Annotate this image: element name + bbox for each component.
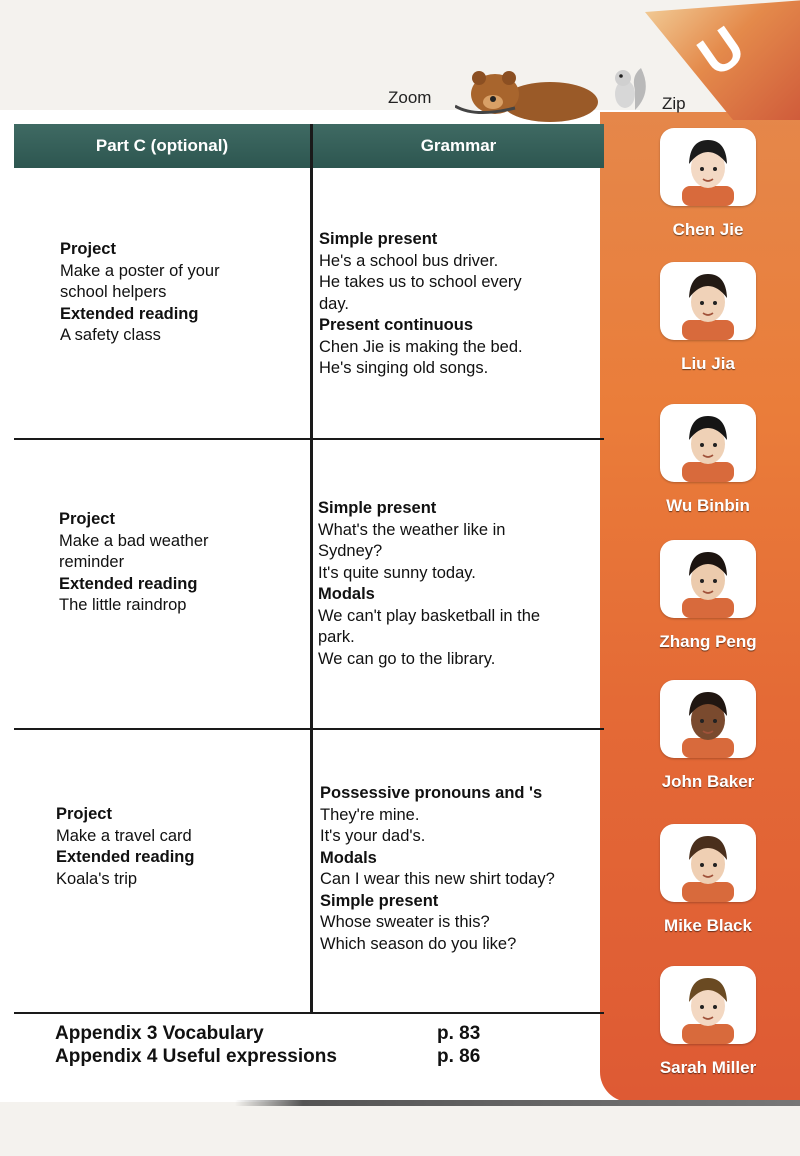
- cell-text-line: reminder: [59, 553, 125, 571]
- cell-text-line: He takes us to school every: [319, 273, 522, 291]
- row-divider: [14, 1012, 604, 1014]
- header-grammar: Grammar: [420, 136, 497, 155]
- cell-text-line: He's singing old songs.: [319, 359, 489, 377]
- cell-text-line: They're mine.: [320, 805, 420, 824]
- cell-text-line: park.: [318, 628, 355, 646]
- cell-text-line: It's your dad's.: [320, 827, 426, 845]
- row-1-part-c-cell: [60, 239, 220, 347]
- cell-text-line: Whose sweater is this?: [320, 913, 490, 931]
- section-heading: Extended reading: [59, 574, 198, 593]
- boy-brown-hair-avatar-icon: [660, 824, 756, 902]
- cell-text-line: A safety class: [60, 326, 161, 344]
- section-heading: Project: [59, 510, 115, 528]
- girl-ponytail-avatar-icon: [660, 262, 756, 340]
- section-heading: Possessive pronouns and 's: [320, 784, 543, 802]
- row-1-grammar-cell: [319, 229, 523, 380]
- character-name: Mike Black: [664, 916, 752, 935]
- section-heading: Simple present: [319, 230, 438, 248]
- girl-black-hair-avatar-icon: [660, 128, 756, 206]
- cell-text-line: He's a school bus driver.: [319, 251, 499, 270]
- row-3-grammar-cell: [320, 783, 555, 955]
- appendix-item: [55, 1022, 515, 1045]
- character-name: Chen Jie: [672, 220, 744, 239]
- row-2-grammar-cell: [318, 498, 540, 670]
- cell-text-line: day.: [319, 294, 349, 313]
- cell-text-line: Sydney?: [318, 542, 383, 560]
- appendix-label: Appendix 3 Vocabulary: [55, 1023, 264, 1044]
- cell-text-line: Chen Jie is making the bed.: [319, 337, 523, 356]
- cell-text-line: Make a poster of your: [60, 261, 220, 280]
- table-header: [14, 124, 604, 168]
- appendix-list: [55, 1022, 515, 1068]
- header-part-c: Part C (optional): [95, 136, 229, 155]
- section-heading: Present continuous: [319, 316, 474, 334]
- mascot-zip-label: Zip: [662, 94, 686, 113]
- row-divider: [14, 438, 604, 440]
- character-name: Sarah Miller: [659, 1058, 757, 1077]
- section-heading: Modals: [318, 585, 375, 603]
- appendix-page: p. 83: [437, 1023, 481, 1044]
- cell-text-line: What's the weather like in: [318, 520, 506, 539]
- character-name: Wu Binbin: [666, 496, 750, 515]
- row-divider: [14, 728, 604, 730]
- cell-text-line: We can go to the library.: [318, 649, 496, 668]
- cell-text-line: Can I wear this new shirt today?: [320, 870, 555, 888]
- boy-curly-hair-avatar-icon: [660, 680, 756, 758]
- appendix-label: Appendix 4 Useful expressions: [55, 1046, 337, 1067]
- mascot-zoom-label: Zoom: [388, 88, 432, 107]
- girl-brown-hair-avatar-icon: [660, 966, 756, 1044]
- row-3-part-c-cell: [56, 804, 194, 890]
- cell-text-line: We can't play basketball in the: [318, 606, 541, 625]
- boy-avatar-icon: [660, 540, 756, 618]
- section-heading: Extended reading: [56, 848, 195, 866]
- section-heading: Project: [56, 805, 112, 823]
- unit-corner-letter-icon: U: [686, 13, 756, 89]
- cell-text-line: school helpers: [60, 283, 167, 301]
- appendix-page: p. 86: [437, 1046, 481, 1067]
- cell-text-line: Make a travel card: [56, 826, 192, 845]
- bottom-divider: [235, 1100, 800, 1106]
- row-2-part-c-cell: [59, 509, 209, 617]
- column-divider: [310, 124, 313, 1014]
- character-name: Liu Jia: [681, 354, 735, 373]
- section-heading: Project: [60, 240, 116, 258]
- cell-text-line: Koala's trip: [56, 869, 138, 888]
- cell-text-line: It's quite sunny today.: [318, 563, 476, 582]
- section-heading: Simple present: [318, 499, 437, 517]
- character-name: Zhang Peng: [659, 632, 757, 651]
- cell-text-line: The little raindrop: [59, 596, 187, 614]
- appendix-item: [55, 1045, 515, 1068]
- squirrel-mascot-icon: [605, 62, 655, 112]
- section-heading: Extended reading: [60, 304, 199, 323]
- bear-mascot-icon: [455, 62, 600, 124]
- cell-text-line: Make a bad weather: [59, 531, 209, 550]
- section-heading: Modals: [320, 848, 377, 867]
- boy-black-hair-avatar-icon: [660, 404, 756, 482]
- syllabus-table: [14, 124, 604, 1016]
- section-heading: Simple present: [320, 891, 439, 910]
- character-name: John Baker: [661, 772, 755, 791]
- cell-text-line: Which season do you like?: [320, 934, 517, 953]
